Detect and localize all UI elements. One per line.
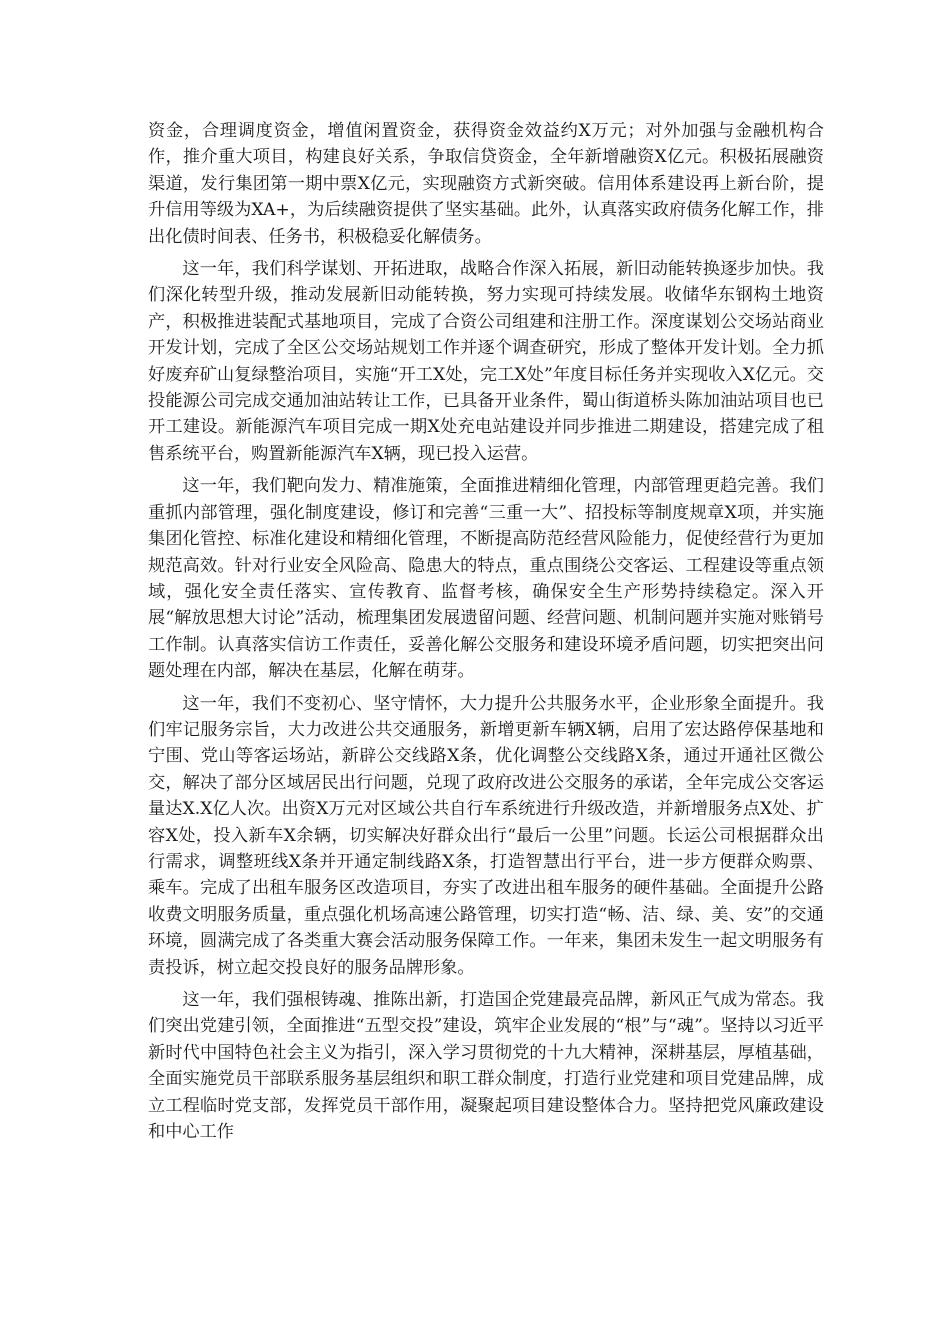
document-page bbox=[148, 118, 824, 1151]
paragraph-financing: 资金，合理调度资金，增值闲置资金，获得资金效益约X万元；对外加强与金融机构合作，推介重大项目，构建良好关系，争取信贷资金，全年新增融资X亿元。积极拓展融资渠道，发行集团第一期中票X亿元，实现融资方式新突破。信用体系建设再上新台阶，提升信用等级为XA+，为后续融资提供了坚实基础。此外，认真落实政府债务化解工作，排出化债时间表、任务书，积极稳妥化解债务。 bbox=[148, 121, 824, 247]
paragraph-internal-management: 这一年，我们靶向发力、精准施策，全面推进精细化管理，内部管理更趋完善。我们重抓内部管理，强化制度建设，修订和完善“三重一大”、招投标等制度规章X项，并实施集团化管控、标准化建设和精细化管理，不断提高防范经营风险能力，促使经营行为更加规范高效。针对行业安全风险高、隐患大的特点，重点围绕公交客运、工程建设等重点领域，强化安全责任落实、宣传教育、监督考核，确保安全生产形势持续稳定。深入开展“解放思想大讨论”活动，梳理集团发展遗留问题、经营问题、机制问题并实施对账销号工作制。认真落实信访工作责任，妥善化解公交服务和建设环境矛盾问题，切实把突出问题处理在内部，解决在基层，化解在萌芽。 bbox=[148, 476, 824, 682]
paragraph-strategic-cooperation: 这一年，我们科学谋划、开拓进取，战略合作深入拓展，新旧动能转换逐步加快。我们深化转型升级，推动发展新旧动能转换，努力实现可持续发展。收储华东钢构土地资产，积极推进装配式基地项目，完成了合资公司组建和注册工作。深度谋划公交场站商业开发计划，完成了全区公交场站规划工作并逐个调查研究，形成了整体开发计划。全力抓好废弃矿山复绿整治项目，实施“开工X处，完工X处”年度目标任务并实现收入X亿元。交投能源公司完成交通加油站转让工作，已具备开业条件，蜀山街道桥头陈加油站项目也已开工建设。新能源汽车项目完成一期X处充电站建设并同步推进二期建设，搭建完成了租售系统平台，购置新能源汽车X辆，现已投入运营。 bbox=[148, 259, 824, 464]
paragraph-party-building: 这一年，我们强根铸魂、推陈出新，打造国企党建最亮品牌，新风正气成为常态。我们突出党建引领，全面推进“五型交投”建设，筑牢企业发展的“根”与“魂”。坚持以习近平新时代中国特色社会主义为指引，深入学习贯彻党的十九大精神，深耕基层，厚植基础，全面实施党员干部联系服务基层组织和职工群众制度，打造行业党建和项目党建品牌，成立工程临时党支部，发挥党员干部作用，凝聚起项目建设整体合力。坚持把党风廉政建设和中心工作 bbox=[148, 990, 824, 1143]
paragraph-public-service: 这一年，我们不变初心、坚守情怀，大力提升公共服务水平，企业形象全面提升。我们牢记服务宗旨，大力改进公共交通服务，新增更新车辆X辆，启用了宏达路停保基地和宁围、党山等客运场站，新辟公交线路X条，优化调整公交线路X条，通过开通社区微公交，解决了部分区域居民出行问题，兑现了政府改进公交服务的承诺，全年完成公交客运量达X.X亿人次。出资X万元对区域公共自行车系统进行升级改造，并新增服务点X处、扩容X处，投入新车X余辆，切实解决好群众出行“最后一公里”问题。长运公司根据群众出行需求，调整班线X条并开通定制线路X条，打造智慧出行平台，进一步方便群众购票、乘车。完成了出租车服务区改造项目，夯实了改进出租车服务的硬件基础。全面提升公路收费文明服务质量，重点强化机场高速公路管理，切实打造“畅、洁、绿、美、安”的交通环境，圆满完成了各类重大赛会活动服务保障工作。一年来，集团未发生一起文明服务有责投诉，树立起交投良好的服务品牌形象。 bbox=[148, 693, 824, 978]
